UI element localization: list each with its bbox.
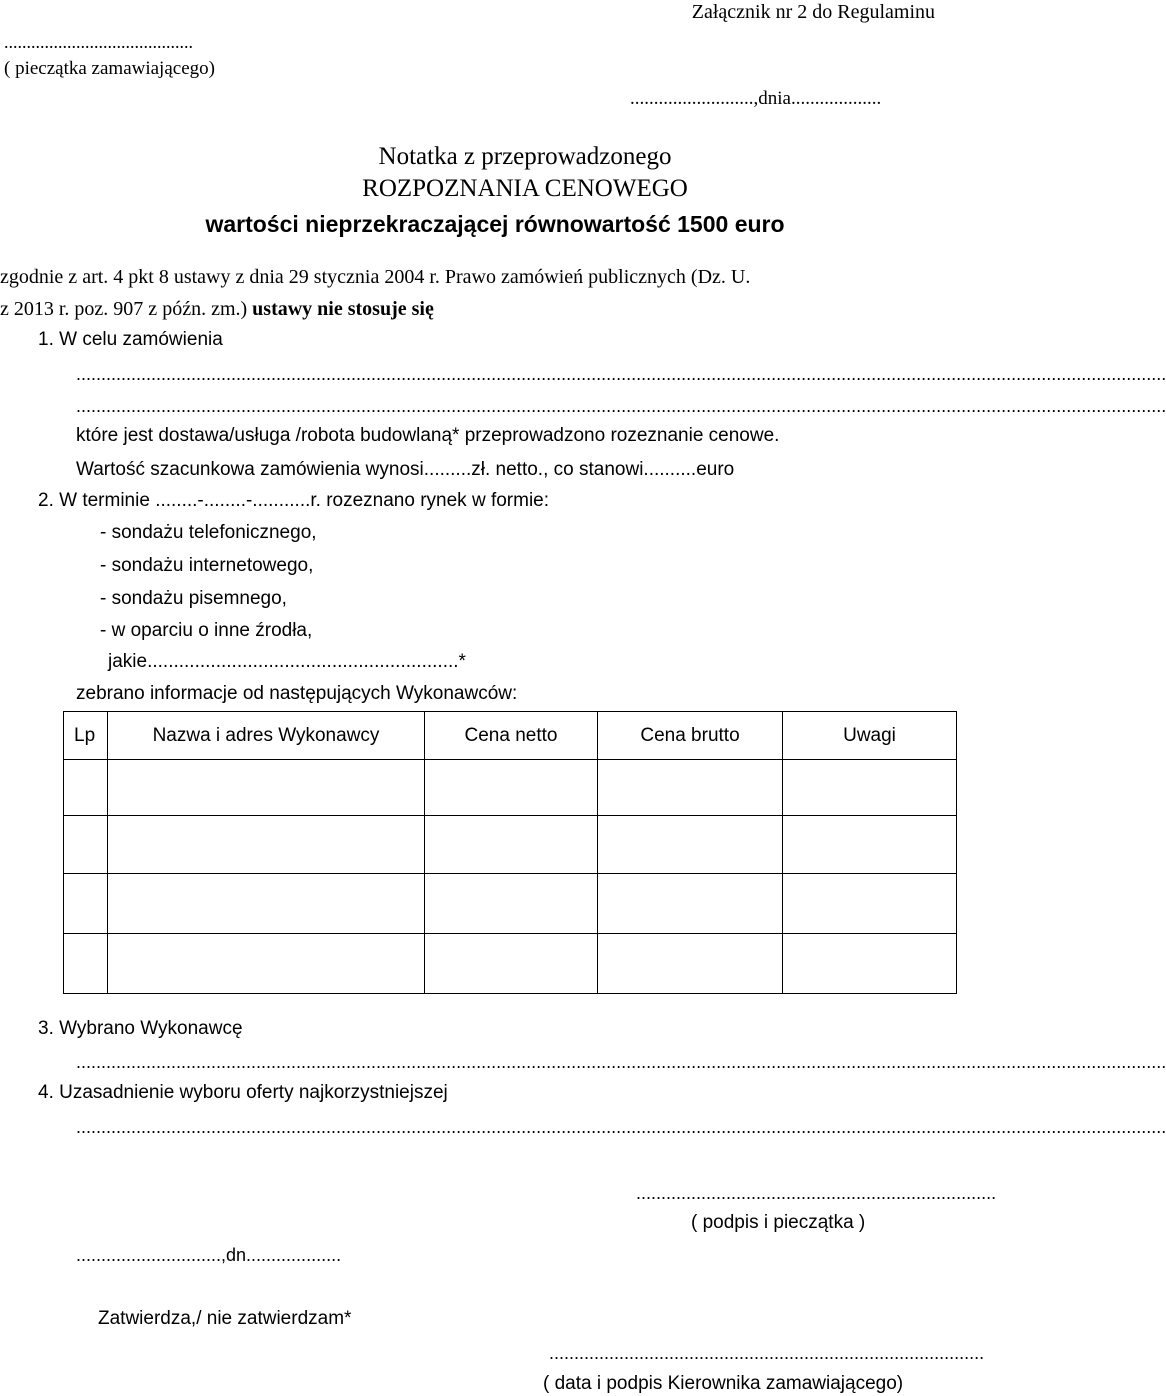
- section2-heading: 2. W terminie ........-........-...........r. rozeznano rynek w formie:: [38, 490, 550, 511]
- collected-info-label: zebrano informacje od następujących Wykonawców:: [76, 683, 518, 704]
- table-cell: [108, 934, 425, 994]
- intro-line1: zgodnie z art. 4 pkt 8 ustawy z dnia 29 stycznia 2004 r. Prawo zamówień publicznych (Dz. U.: [0, 266, 751, 288]
- manager-signature-label: ( data i podpis Kierownika zamawiającego): [543, 1373, 904, 1394]
- section4-heading: 4. Uzasadnienie wyboru oferty najkorzystniejszej: [38, 1082, 448, 1103]
- place-date-line: .............................,dn...................: [76, 1245, 342, 1265]
- table-cell: [783, 934, 957, 994]
- table-cell: [108, 816, 425, 874]
- estimated-value-line: Wartość szacunkowa zamówienia wynosi.........zł. netto., co stanowi..........euro: [76, 459, 735, 480]
- table-row: [64, 874, 957, 934]
- table-cell: [64, 816, 108, 874]
- table-row: [64, 760, 957, 816]
- document-title-line1: Notatka z przeprowadzonego: [378, 143, 672, 170]
- section3-heading: 3. Wybrano Wykonawcę: [38, 1018, 243, 1039]
- order-subject-line: które jest dostawa/usługa /robota budowlaną* przeprowadzono rozeznanie cenowe.: [76, 425, 780, 446]
- table-cell: [598, 874, 783, 934]
- intro-line2-bold: ustawy nie stosuje się: [247, 298, 434, 320]
- table-cell: [108, 874, 425, 934]
- section1-heading: 1. W celu zamówienia: [38, 329, 223, 350]
- intro-line2: [0, 298, 434, 321]
- stamp-dots: ..........................................: [4, 32, 193, 52]
- col-header-contractor: Nazwa i adres Wykonawcy: [108, 712, 425, 760]
- stamp-label: ( pieczątka zamawiającego): [4, 58, 215, 79]
- date-line: ..........................,dnia...................: [630, 88, 882, 109]
- table-row: [64, 816, 957, 874]
- table-cell: [783, 816, 957, 874]
- intro-line2-text: z 2013 r. poz. 907 z późn. zm.): [0, 298, 248, 320]
- table-cell: [598, 934, 783, 994]
- form-option-internet: - sondażu internetowego,: [100, 555, 314, 576]
- contractors-table: [63, 711, 957, 994]
- form-option-other-specify: jakie...........................................................*: [108, 651, 466, 672]
- section4-dots: ..........................................................................................................................................................................................................................: [76, 1117, 1166, 1137]
- table-cell: [783, 760, 957, 816]
- table-cell: [425, 874, 598, 934]
- table-cell: [64, 760, 108, 816]
- section1-dots-a: ..........................................................................................................................................................................................................................: [76, 364, 1166, 384]
- signature-dots: ........................................................................: [636, 1183, 997, 1203]
- table-cell: [425, 816, 598, 874]
- col-header-gross-price: Cena brutto: [598, 712, 783, 760]
- table-row: [64, 934, 957, 994]
- section1-dots-b: ..........................................................................................................................................................................................................................: [76, 396, 1166, 416]
- table-cell: [64, 874, 108, 934]
- approval-label: Zatwierdza,/ nie zatwierdzam*: [98, 1308, 352, 1329]
- col-header-lp: Lp: [64, 712, 108, 760]
- col-header-net-price: Cena netto: [425, 712, 598, 760]
- form-option-phone: - sondażu telefonicznego,: [100, 522, 317, 543]
- attachment-label: Załącznik nr 2 do Regulaminu: [691, 1, 935, 23]
- table-cell: [64, 934, 108, 994]
- table-cell: [108, 760, 425, 816]
- table-header-row: [64, 712, 957, 760]
- col-header-remarks: Uwagi: [783, 712, 957, 760]
- signature-label: ( podpis i pieczątka ): [691, 1212, 866, 1233]
- document-title-line3: wartości nieprzekraczającej równowartość 1500 euro: [205, 211, 785, 237]
- form-option-written: - sondażu pisemnego,: [100, 588, 287, 609]
- table-cell: [425, 934, 598, 994]
- document-title-line2: ROZPOZNANIA CENOWEGO: [362, 175, 688, 202]
- table-cell: [598, 760, 783, 816]
- manager-signature-dots: .......................................................................................: [549, 1343, 985, 1363]
- table-cell: [425, 760, 598, 816]
- table-cell: [598, 816, 783, 874]
- table-cell: [783, 874, 957, 934]
- form-option-other-sources: - w oparciu o inne źrodła,: [100, 620, 313, 641]
- section3-dots: ..........................................................................................................................................................................................................................: [76, 1052, 1166, 1072]
